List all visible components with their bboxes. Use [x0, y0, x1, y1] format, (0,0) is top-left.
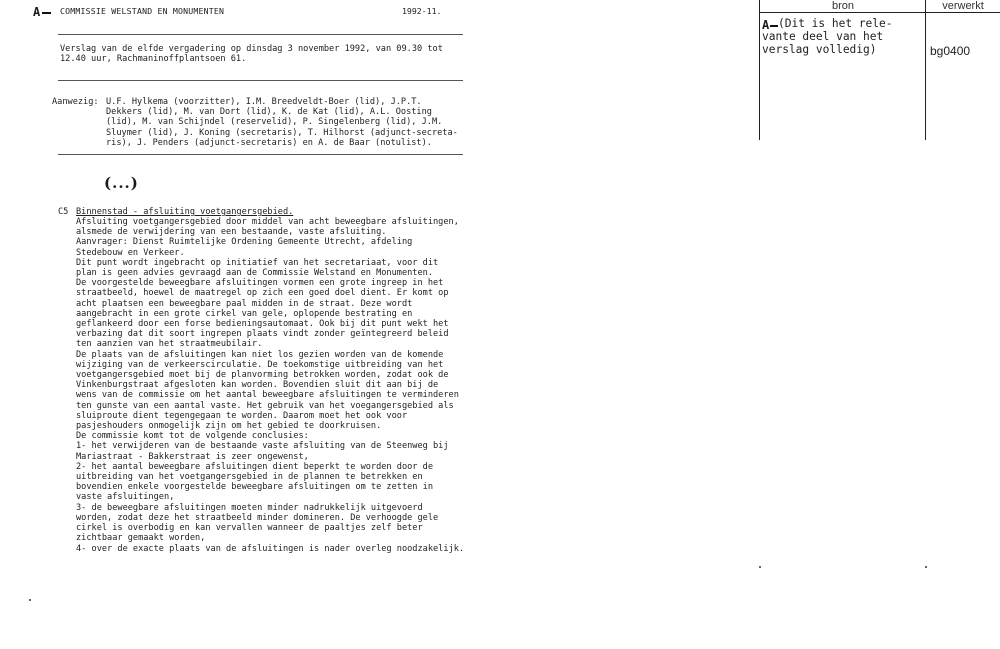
verwerkt-column-header: verwerkt [942, 0, 984, 12]
meeting-summary: Verslag van de elfde vergadering op dinsdag 3 november 1992, van 09.30 tot 12.40 uur, Rachmaninoffplantsoen 61. [60, 44, 443, 65]
divider [58, 34, 463, 35]
document-title: COMMISSIE WELSTAND EN MONUMENTEN [60, 6, 225, 16]
section-body: Afsluiting voetgangersgebied door middel van acht beweegbare afsluitingen, alsmede de verwijdering van een bestaande, vaste afsluiting. Aanvrager: Dienst Ruimtelijke Ordening Gemeente Utrecht, afdeling Stedebouw en Verkeer. Dit punt wordt ingebracht op initiatief van het secretariaat, voor dit plan is geen advies gevraagd aan de Commissie Welstand en Monumenten. De voorgestelde beweegbare afsluitingen vormen een grote ingreep in het straatbeeld, hoewel de maatregel op zich een goed doel dient. Er komt op acht plaatsen een beweegbare paal midden in de straat. Deze wordt aangebracht in een grote cirkel van gele, oplopende bestrating en geflankeerd door een forse bedieningsautomaat. Ook bij dit punt wekt het verbazing dat dit soort ingrepen plaats vindt zonder geïntegreerd beleid ten aanzien van het straatmeubilair. De plaats van de afsluitingen kan niet los gezien worden van de komende wijziging van de verkeerscirculatie. De toekomstige uitbreiding van het voetgangersgebied moet bij de planvorming betrokken worden, zodat ook de Vinkenburgstraat afgesloten kan worden. Bovendien sluit dit aan bij de wens van de commissie om het aantal beweegbare afsluitingen te verminderen ten gunste van een aantal vaste. Het gebruik van het voegangersgebied als sluiproute dient tegengegaan te worden. Daarom moet het ook voor pasjeshouders onmogelijk zijn om het gebied te doorkruisen. De commissie komt tot de volgende conclusies: 1- het verwijderen van de bestaande vaste afsluiting van de Steenweg bij Mariastraat - Bakkerstraat is zeer ongewenst, 2- het aantal beweegbare afsluitingen dient beperkt te worden door de uitbreiding van het voetgangersgebied in de plannen te betrekken en bovendien enkele voorgestelde beweegbare afsluitingen om te zetten in vaste afsluitingen, 3- de beweegbare afsluitingen moeten minder nadrukkelijk uitgevoerd worden, zodat deze het straatbeeld minder domineren. De verhoogde gele cirkel is overbodig en kan vervallen wanneer de paaltjes zelf beter zichtbaar gemaakt worden, 4- over de exacte plaats van de afsluitingen is nader overleg noodzakelijk. [76, 217, 465, 554]
omission-marker: (...) [104, 174, 139, 192]
table-header-rule [759, 12, 1000, 13]
source-mark: A [762, 18, 778, 32]
processed-code: bg0400 [930, 44, 971, 58]
table-left-border [759, 0, 760, 140]
document-mark: A [33, 5, 51, 19]
attendees-list: U.F. Hylkema (voorzitter), I.M. Breedveldt-Boer (lid), J.P.T. Dekkers (lid), M. van Dort (lid), K. de Kat (lid), A.L. Oosting (lid), M. van Schijndel (reservelid), P. Singelenberg (lid), J.M. Sluymer (lid), J. Koning (secretaris), T. Hilhorst (adjunct-secreta- ris), J. Penders (adjunct-secretaris) en A. de Baar (notulist). [106, 97, 458, 148]
divider [58, 80, 463, 81]
document-date: 1992-11. [402, 6, 442, 16]
source-note: (Dit is het rele- vante deel van het verslag volledig) [762, 17, 893, 56]
scan-speck [925, 566, 927, 568]
table-column-divider [925, 0, 926, 140]
divider [58, 154, 463, 155]
attendees-label: Aanwezig: [52, 97, 99, 107]
section-number: C5 [58, 207, 69, 217]
scan-speck [29, 599, 31, 601]
section-title: Binnenstad - afsluiting voetgangersgebied. [76, 207, 294, 217]
scan-speck [759, 566, 761, 568]
bron-column-header: bron [831, 0, 855, 12]
